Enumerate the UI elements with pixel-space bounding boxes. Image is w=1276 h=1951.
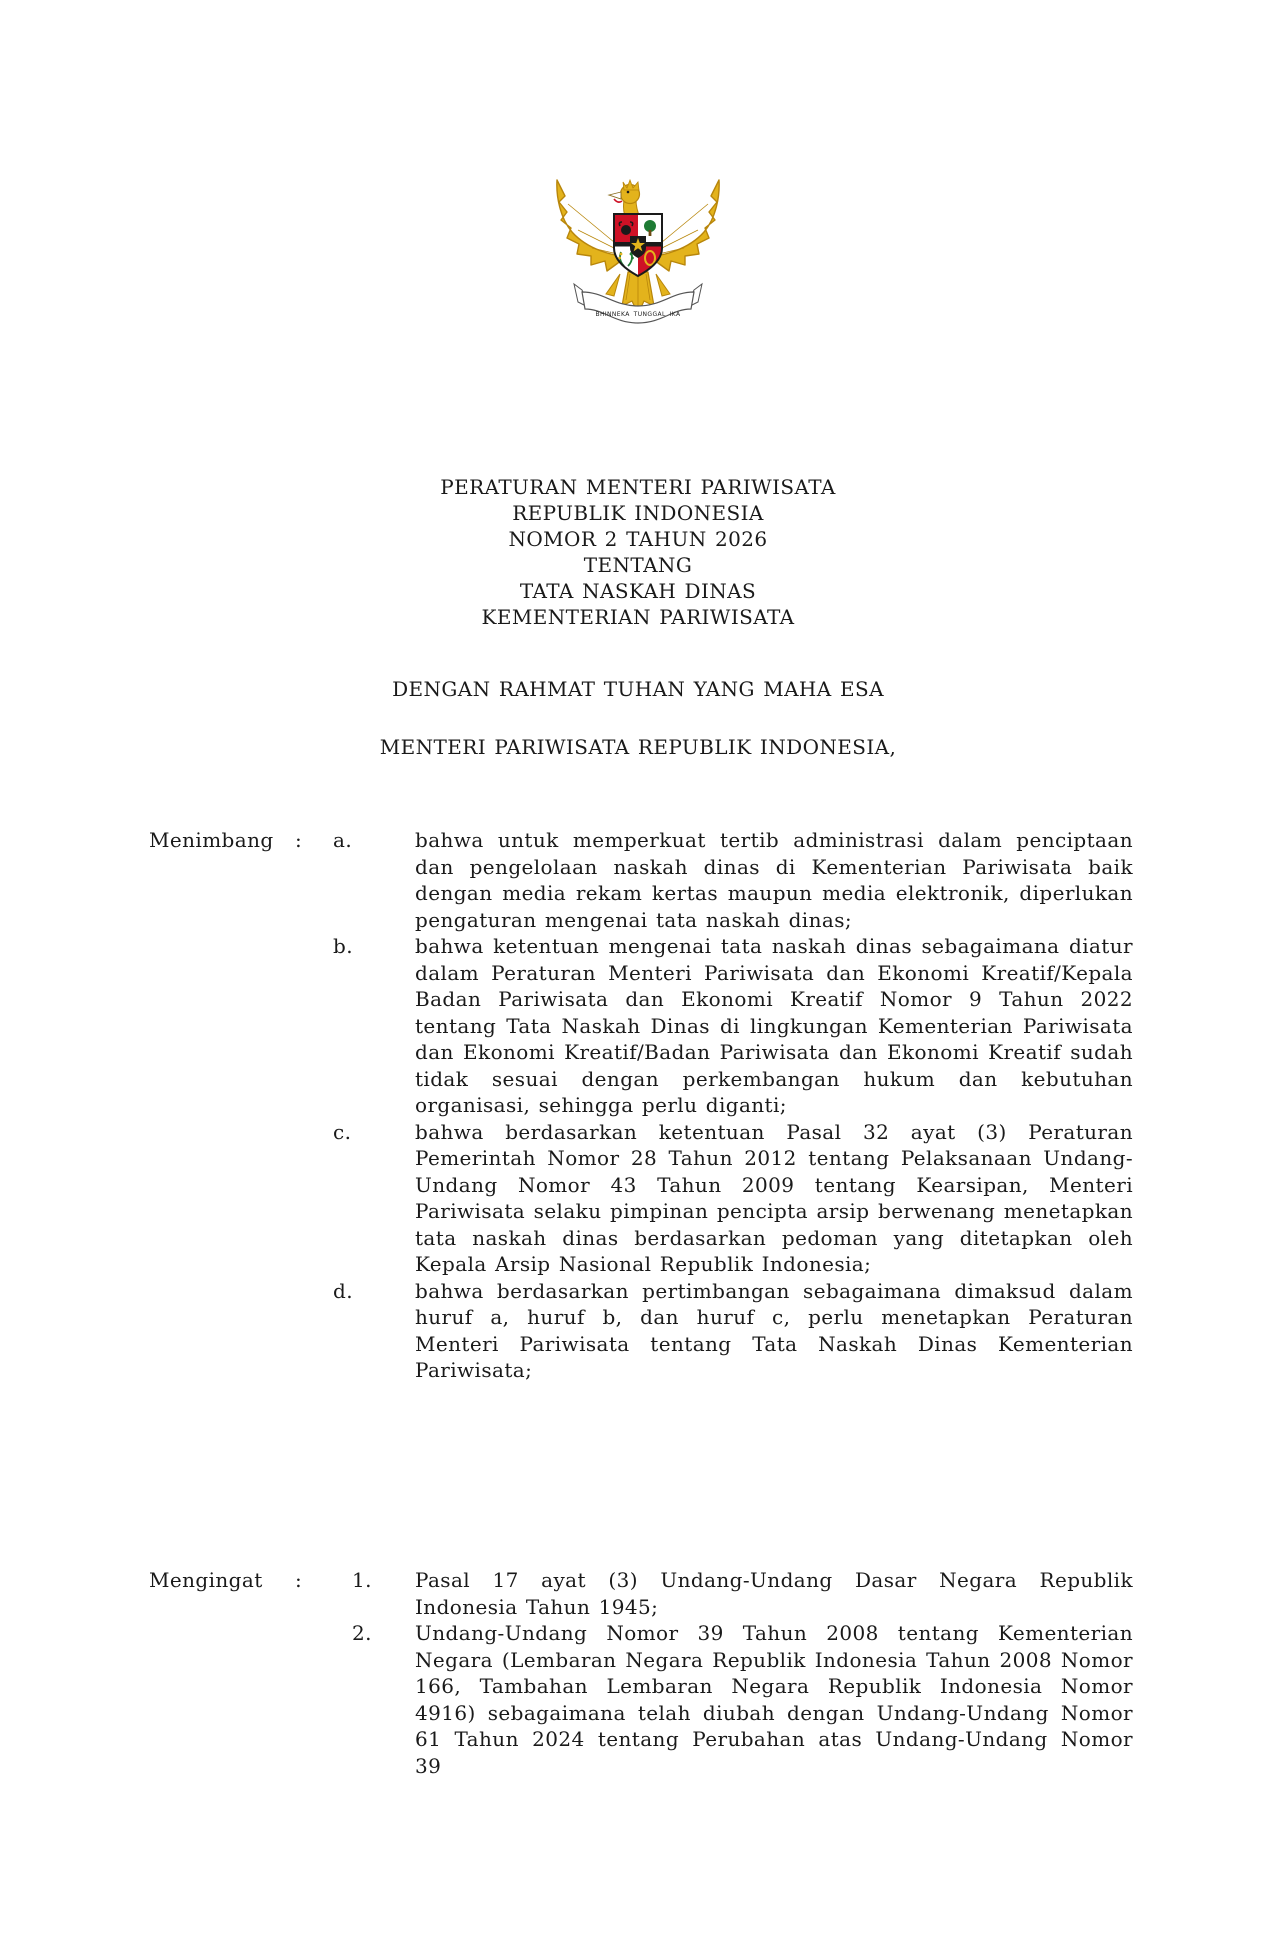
title-line-3: NOMOR 2 TAHUN 2026 [508,527,768,551]
item-text: bahwa berdasarkan ketentuan Pasal 32 ayat (3) Peraturan Pemerintah Nomor 28 Tahun 2012 tentang Pelaksanaan Undang-Undang Nomor 43 Tahun 2009 tentang Kearsipan, Menteri Pariwisata selaku pimpinan pencipta arsip berwenang menetapkan tata naskah dinas berdasarkan pedoman yang ditetapkan oleh Kepala Arsip Nasional Republik Indonesia; [415,1119,1133,1276]
title-line-6: KEMENTERIAN PARIWISATA [481,605,795,629]
menimbang-label: Menimbang [149,828,274,852]
document-title-block [0,474,1276,630]
mengingat-colon: : [295,1568,303,1592]
menimbang-item-d [333,1278,1133,1384]
official-line: MENTERI PARIWISATA REPUBLIK INDONESIA, [379,735,897,759]
menimbang-item-a [333,827,1133,933]
item-marker: b. [333,934,353,958]
item-marker: 2. [352,1621,372,1645]
menimbang-colon: : [295,828,303,852]
item-marker: c. [333,1119,352,1144]
section-mengingat [149,1567,1133,1779]
mengingat-items [333,1567,1133,1779]
title-line-5: TATA NASKAH DINAS [519,579,757,603]
title-line-1: PERATURAN MENTERI PARIWISATA [440,475,836,499]
item-text: bahwa untuk memperkuat tertib administrasi dalam penciptaan dan pengelolaan naskah dinas di Kementerian Pariwisata baik dengan media rekam kertas maupun media elektronik, diperlukan pengaturan mengenai tata naskah dinas; [415,828,1133,932]
menimbang-item-b [333,933,1133,1119]
item-text: Undang-Undang Nomor 39 Tahun 2008 tentang Kementerian Negara (Lembaran Negara Republik Indonesia Tahun 2008 Nomor 166, Tambahan Lembaran Negara Republik Indonesia Nomor 4916) sebagaimana telah diubah dengan Undang-Undang Nomor 61 Tahun 2024 tentang Perubahan atas Undang-Undang Nomor 39 [415,1621,1133,1778]
emblem-motto-text: BHINNEKA TUNGGAL IKA [595,311,681,318]
garuda-pancasila-icon [548,144,728,328]
title-line-2: REPUBLIK INDONESIA [512,501,764,525]
item-text: bahwa ketentuan mengenai tata naskah dinas sebagaimana diatur dalam Peraturan Menteri Pariwisata dan Ekonomi Kreatif/Kepala Badan Pariwisata dan Ekonomi Kreatif Nomor 9 Tahun 2022 tentang Tata Naskah Dinas di lingkungan Kementerian Pariwisata dan Ekonomi Kreatif/Badan Pariwisata dan Ekonomi Kreatif sudah tidak sesuai dengan perkembangan hukum dan kebutuhan organisasi, sehingga perlu diganti; [415,934,1133,1117]
mengingat-label: Mengingat [149,1568,263,1592]
title-line-4: TENTANG [583,553,693,577]
item-marker: d. [333,1278,353,1303]
mengingat-item-1 [333,1567,1133,1620]
item-text: bahwa berdasarkan pertimbangan sebagaimana dimaksud dalam huruf a, huruf b, dan huruf c, perlu menetapkan Peraturan Menteri Pariwisata tentang Tata Naskah Dinas Kementerian Pariwisata; [415,1278,1133,1382]
garuda-pancasila-emblem [548,144,728,328]
mengingat-item-2 [333,1620,1133,1779]
item-marker: a. [333,828,353,852]
item-text: Pasal 17 ayat (3) Undang-Undang Dasar Negara Republik Indonesia Tahun 1945; [415,1568,1133,1619]
section-menimbang [149,827,1133,1384]
menimbang-items [333,827,1133,1384]
item-marker: 1. [352,1568,372,1592]
invocation-line: DENGAN RAHMAT TUHAN YANG MAHA ESA [392,677,884,701]
menimbang-item-c [333,1119,1133,1278]
